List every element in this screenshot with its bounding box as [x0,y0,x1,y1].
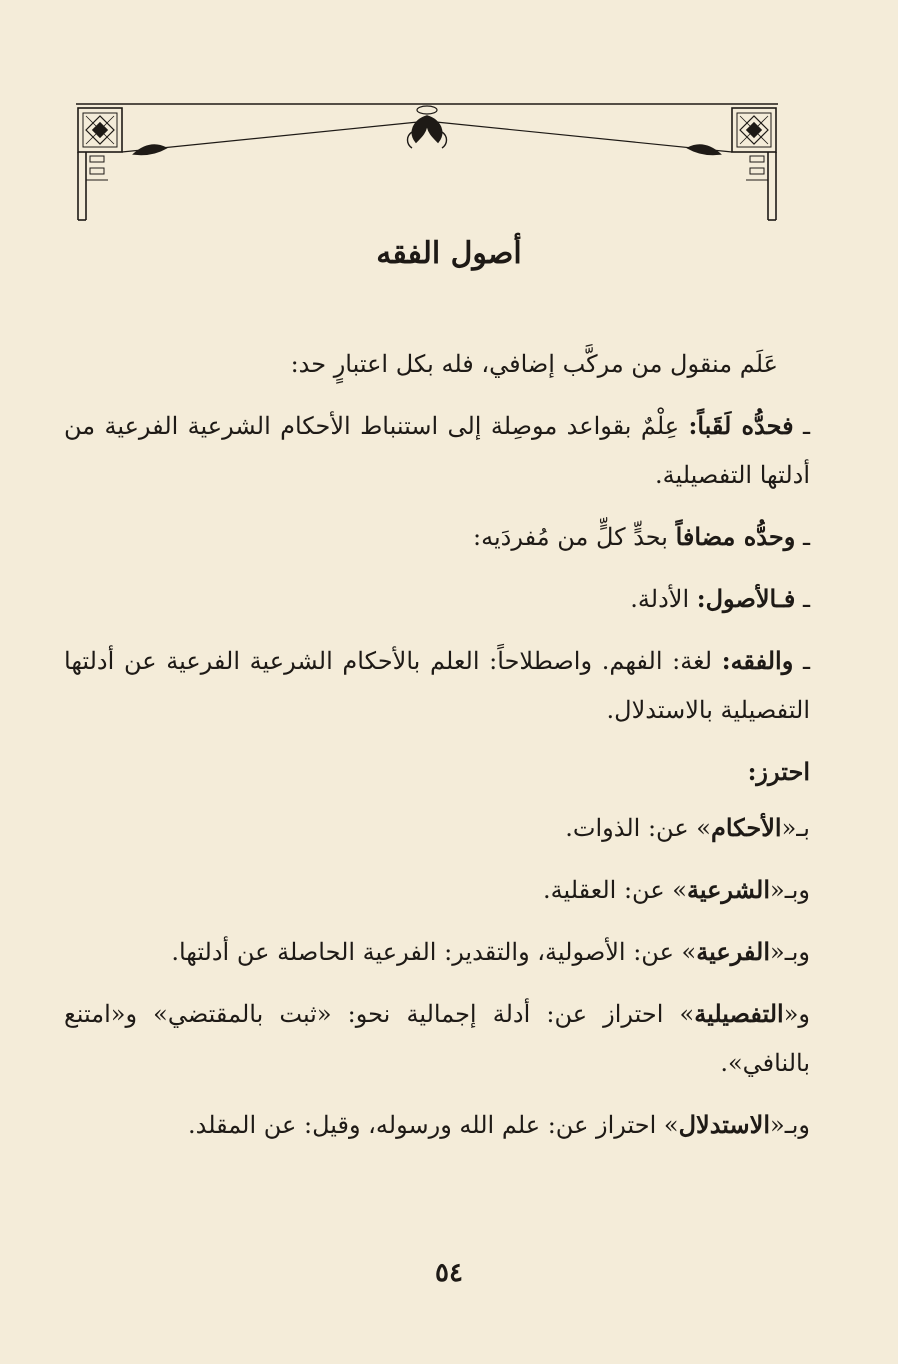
chapter-title: أصول الفقه [376,236,522,271]
page-number: ٥٤ [435,1258,463,1288]
list-item: بـ«الأحكام» عن: الذوات. [565,813,810,842]
header-ornament [66,96,788,226]
definition-fiqh: ـ والفقه: لغة: الفهم. واصطلاحاً: العلم بالأحكام الشرعية الفرعية عن أدلتها التفصيلية بالاستدلال. [64,646,810,724]
list-item: وبـ«الشرعية» عن: العقلية. [542,875,810,904]
definition-laqab: ـ فحدُّه لَقَباً: عِلْمٌ بقواعد موصِلة إلى استنباط الأحكام الشرعية الفرعية من أدلتها التفصيلية. [64,411,810,489]
list-item: وبـ«الاستدلال» احتراز عن: علم الله ورسوله، وقيل: عن المقلد. [187,1110,810,1139]
intro-paragraph: عَلَم منقول من مركَّب إضافي، فله بكل اعتبارٍ حد: [290,350,778,378]
definition-usul: ـ فـالأصول: الأدلة. [630,584,810,613]
body-text [64,340,810,1162]
list-item: و«التفصيلية» احتراز عن: أدلة إجمالية نحو: «ثبت بالمقتضي» و«امتنع بالنافي». [64,999,810,1077]
ihtaraz-heading: احترز: [747,757,810,786]
list-item: وبـ«الفرعية» عن: الأصولية، والتقدير: الفرعية الحاصلة عن أدلتها. [171,937,810,966]
definition-mudaf: ـ وحدُّه مضافاً بحدٍّ كلٍّ من مُفردَيه: [473,522,810,551]
